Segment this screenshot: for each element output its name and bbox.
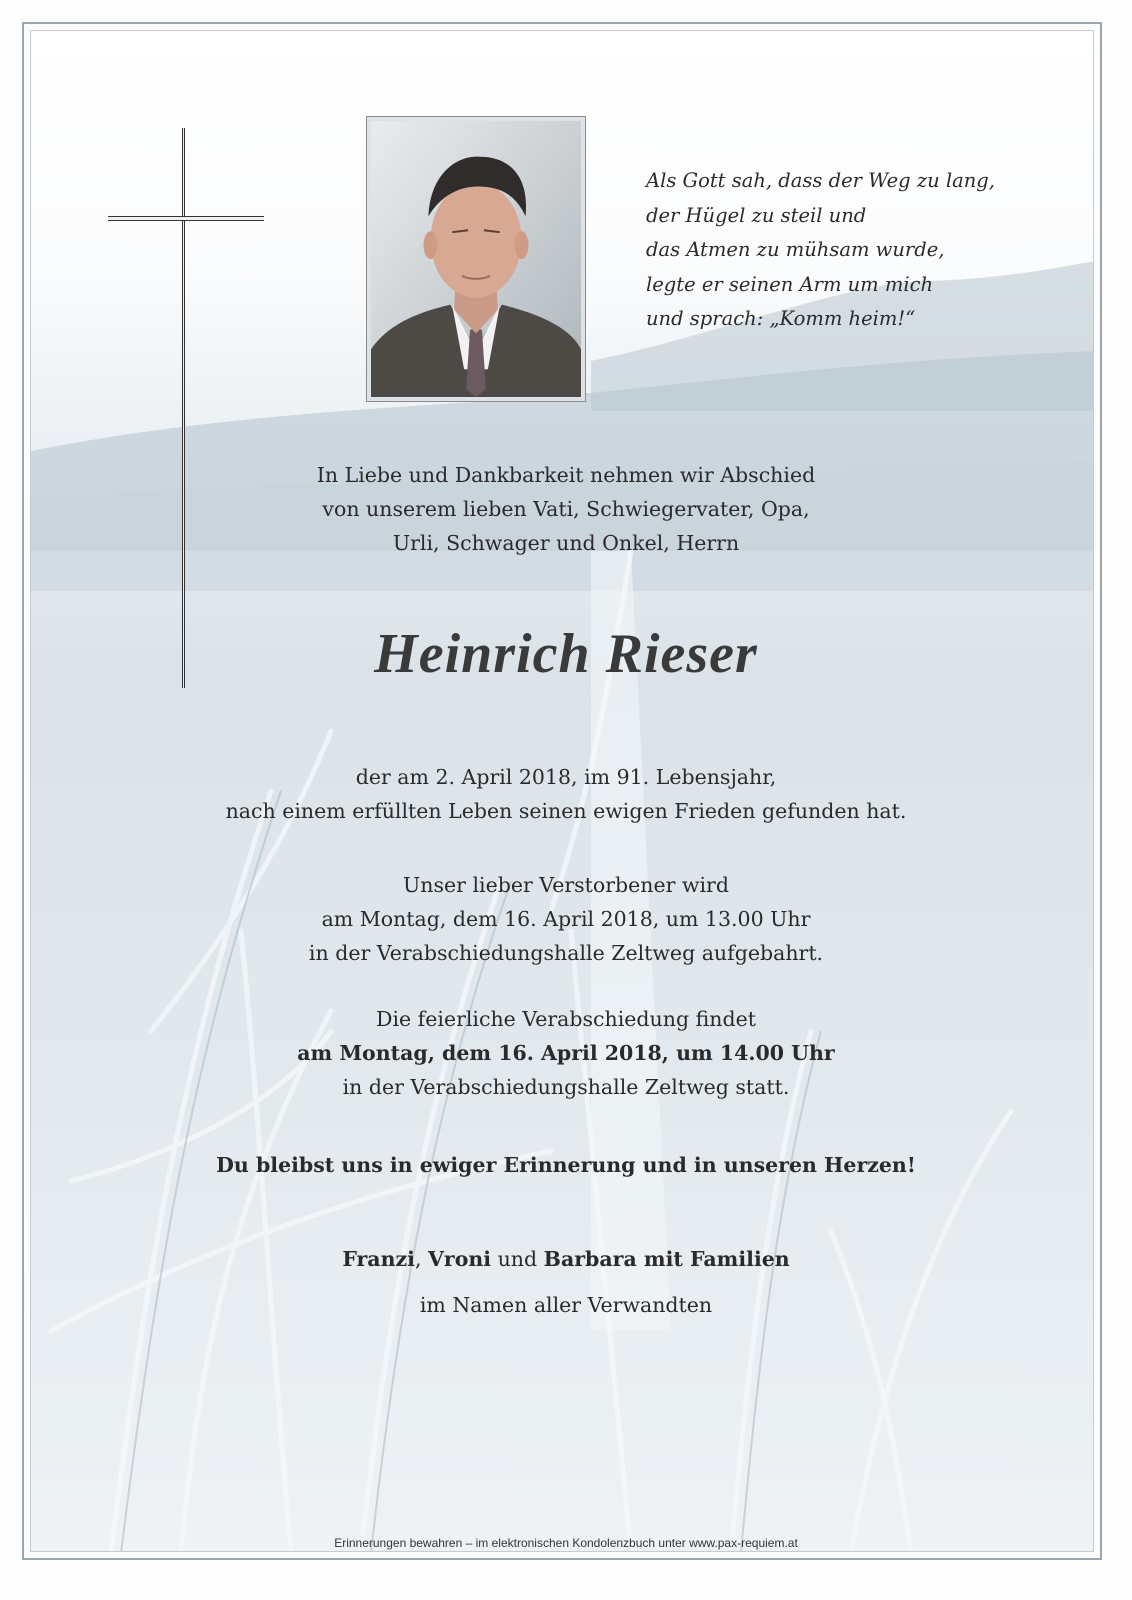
family-name: Franzi bbox=[342, 1247, 415, 1271]
poem-line: und sprach: „Komm heim!“ bbox=[646, 307, 916, 330]
deceased-name: Heinrich Rieser bbox=[374, 623, 758, 685]
intro-line: In Liebe und Dankbarkeit nehmen wir Abschied bbox=[316, 463, 816, 487]
family-separator: , bbox=[414, 1247, 428, 1271]
farewell-line: in der Verabschiedungshalle Zeltweg statt. bbox=[342, 1075, 790, 1099]
wake-line: am Montag, dem 16. April 2018, um 13.00 Uhr bbox=[321, 907, 811, 931]
intro-line: Urli, Schwager und Onkel, Herrn bbox=[392, 531, 740, 555]
family-names bbox=[40, 1236, 1092, 1282]
memory-line: Du bleibst uns in ewiger Erinnerung und in unseren Herzen! bbox=[216, 1153, 916, 1177]
poem-line: das Atmen zu mühsam wurde, bbox=[646, 238, 945, 261]
intro-line: von unserem lieben Vati, Schwiegervater, Opa, bbox=[322, 497, 810, 521]
family-name: Vroni bbox=[427, 1247, 492, 1271]
relatives-line: im Namen aller Verwandten bbox=[419, 1293, 713, 1317]
farewell-info bbox=[40, 1002, 1092, 1104]
poem-line: Als Gott sah, dass der Weg zu lang, bbox=[646, 169, 995, 192]
poem-line: der Hügel zu steil und bbox=[646, 203, 867, 227]
poem-line: legte er seinen Arm um mich bbox=[646, 272, 934, 296]
wake-line: Unser lieber Verstorbener wird bbox=[403, 873, 729, 897]
death-notice bbox=[40, 760, 1092, 828]
farewell-line: Die feierliche Verabschiedung findet bbox=[376, 1007, 756, 1031]
death-line: der am 2. April 2018, im 91. Lebensjahr, bbox=[355, 765, 777, 789]
intro-text bbox=[40, 458, 1092, 560]
wake-info bbox=[40, 868, 1092, 970]
poem-quote bbox=[646, 164, 1026, 337]
death-line: nach einem erfüllten Leben seinen ewigen Frieden gefunden hat. bbox=[225, 799, 907, 823]
farewell-date: am Montag, dem 16. April 2018, um 14.00 Uhr bbox=[297, 1041, 835, 1065]
family-name: Barbara mit Familien bbox=[543, 1247, 790, 1271]
family-signature bbox=[40, 1236, 1092, 1328]
wake-line: in der Verabschiedungshalle Zeltweg aufgebahrt. bbox=[308, 941, 824, 965]
portrait-photo bbox=[366, 116, 586, 402]
family-separator: und bbox=[491, 1247, 544, 1271]
footer-text: Erinnerungen bewahren – im elektronischen Kondolenzbuch unter www.pax-requiem.at bbox=[334, 1536, 798, 1550]
